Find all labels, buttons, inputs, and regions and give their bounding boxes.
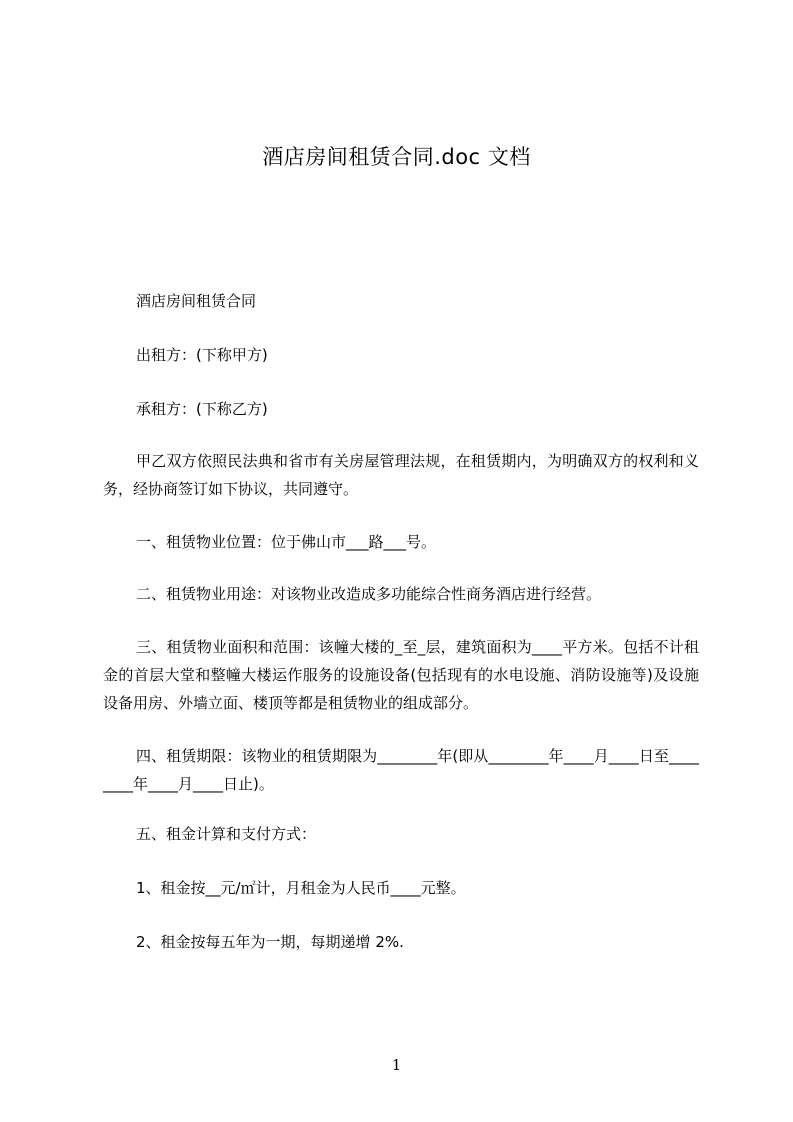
clause-rent-heading: 五、租金计算和支付方式： bbox=[136, 825, 317, 843]
clause-term: 四、租赁期限：该物业的租赁期限为________年(即从________年____月____日至________年____月____日止)。 bbox=[103, 747, 699, 793]
clause-location: 一、租赁物业位置：位于佛山市___路___号。 bbox=[136, 533, 437, 551]
clause-rent-item-1: 1、租金按__元/㎡计，月租金为人民币____元整。 bbox=[136, 879, 466, 897]
clause-rent-item-2: 2、租金按每五年为一期，每期递增 2%. bbox=[136, 933, 404, 951]
lessee-line: 承租方：(下称乙方) bbox=[136, 400, 268, 418]
lessor-line: 出租方：(下称甲方) bbox=[136, 346, 268, 364]
clause-area: 三、租赁物业面积和范围：该幢大楼的_至_层，建筑面积为____平方米。包括不计租金的首层大堂和整幢大楼运作服务的设施设备(包括现有的水电设施、消防设施等)及设施设备用房、外墙立面、楼顶等都是租赁物业的组成部分。 bbox=[103, 638, 699, 712]
clause-usage: 二、租赁物业用途：对该物业改造成多功能综合性商务酒店进行经营。 bbox=[136, 585, 602, 603]
page-number: 1 bbox=[391, 1056, 402, 1074]
document-title: 酒店房间租赁合同.doc 文档 bbox=[262, 145, 531, 169]
contract-heading: 酒店房间租赁合同 bbox=[136, 292, 257, 310]
preamble-paragraph: 甲乙双方依照民法典和省市有关房屋管理法规，在租赁期内，为明确双方的权利和义务，经协商签订如下协议，共同遵守。 bbox=[103, 452, 699, 498]
